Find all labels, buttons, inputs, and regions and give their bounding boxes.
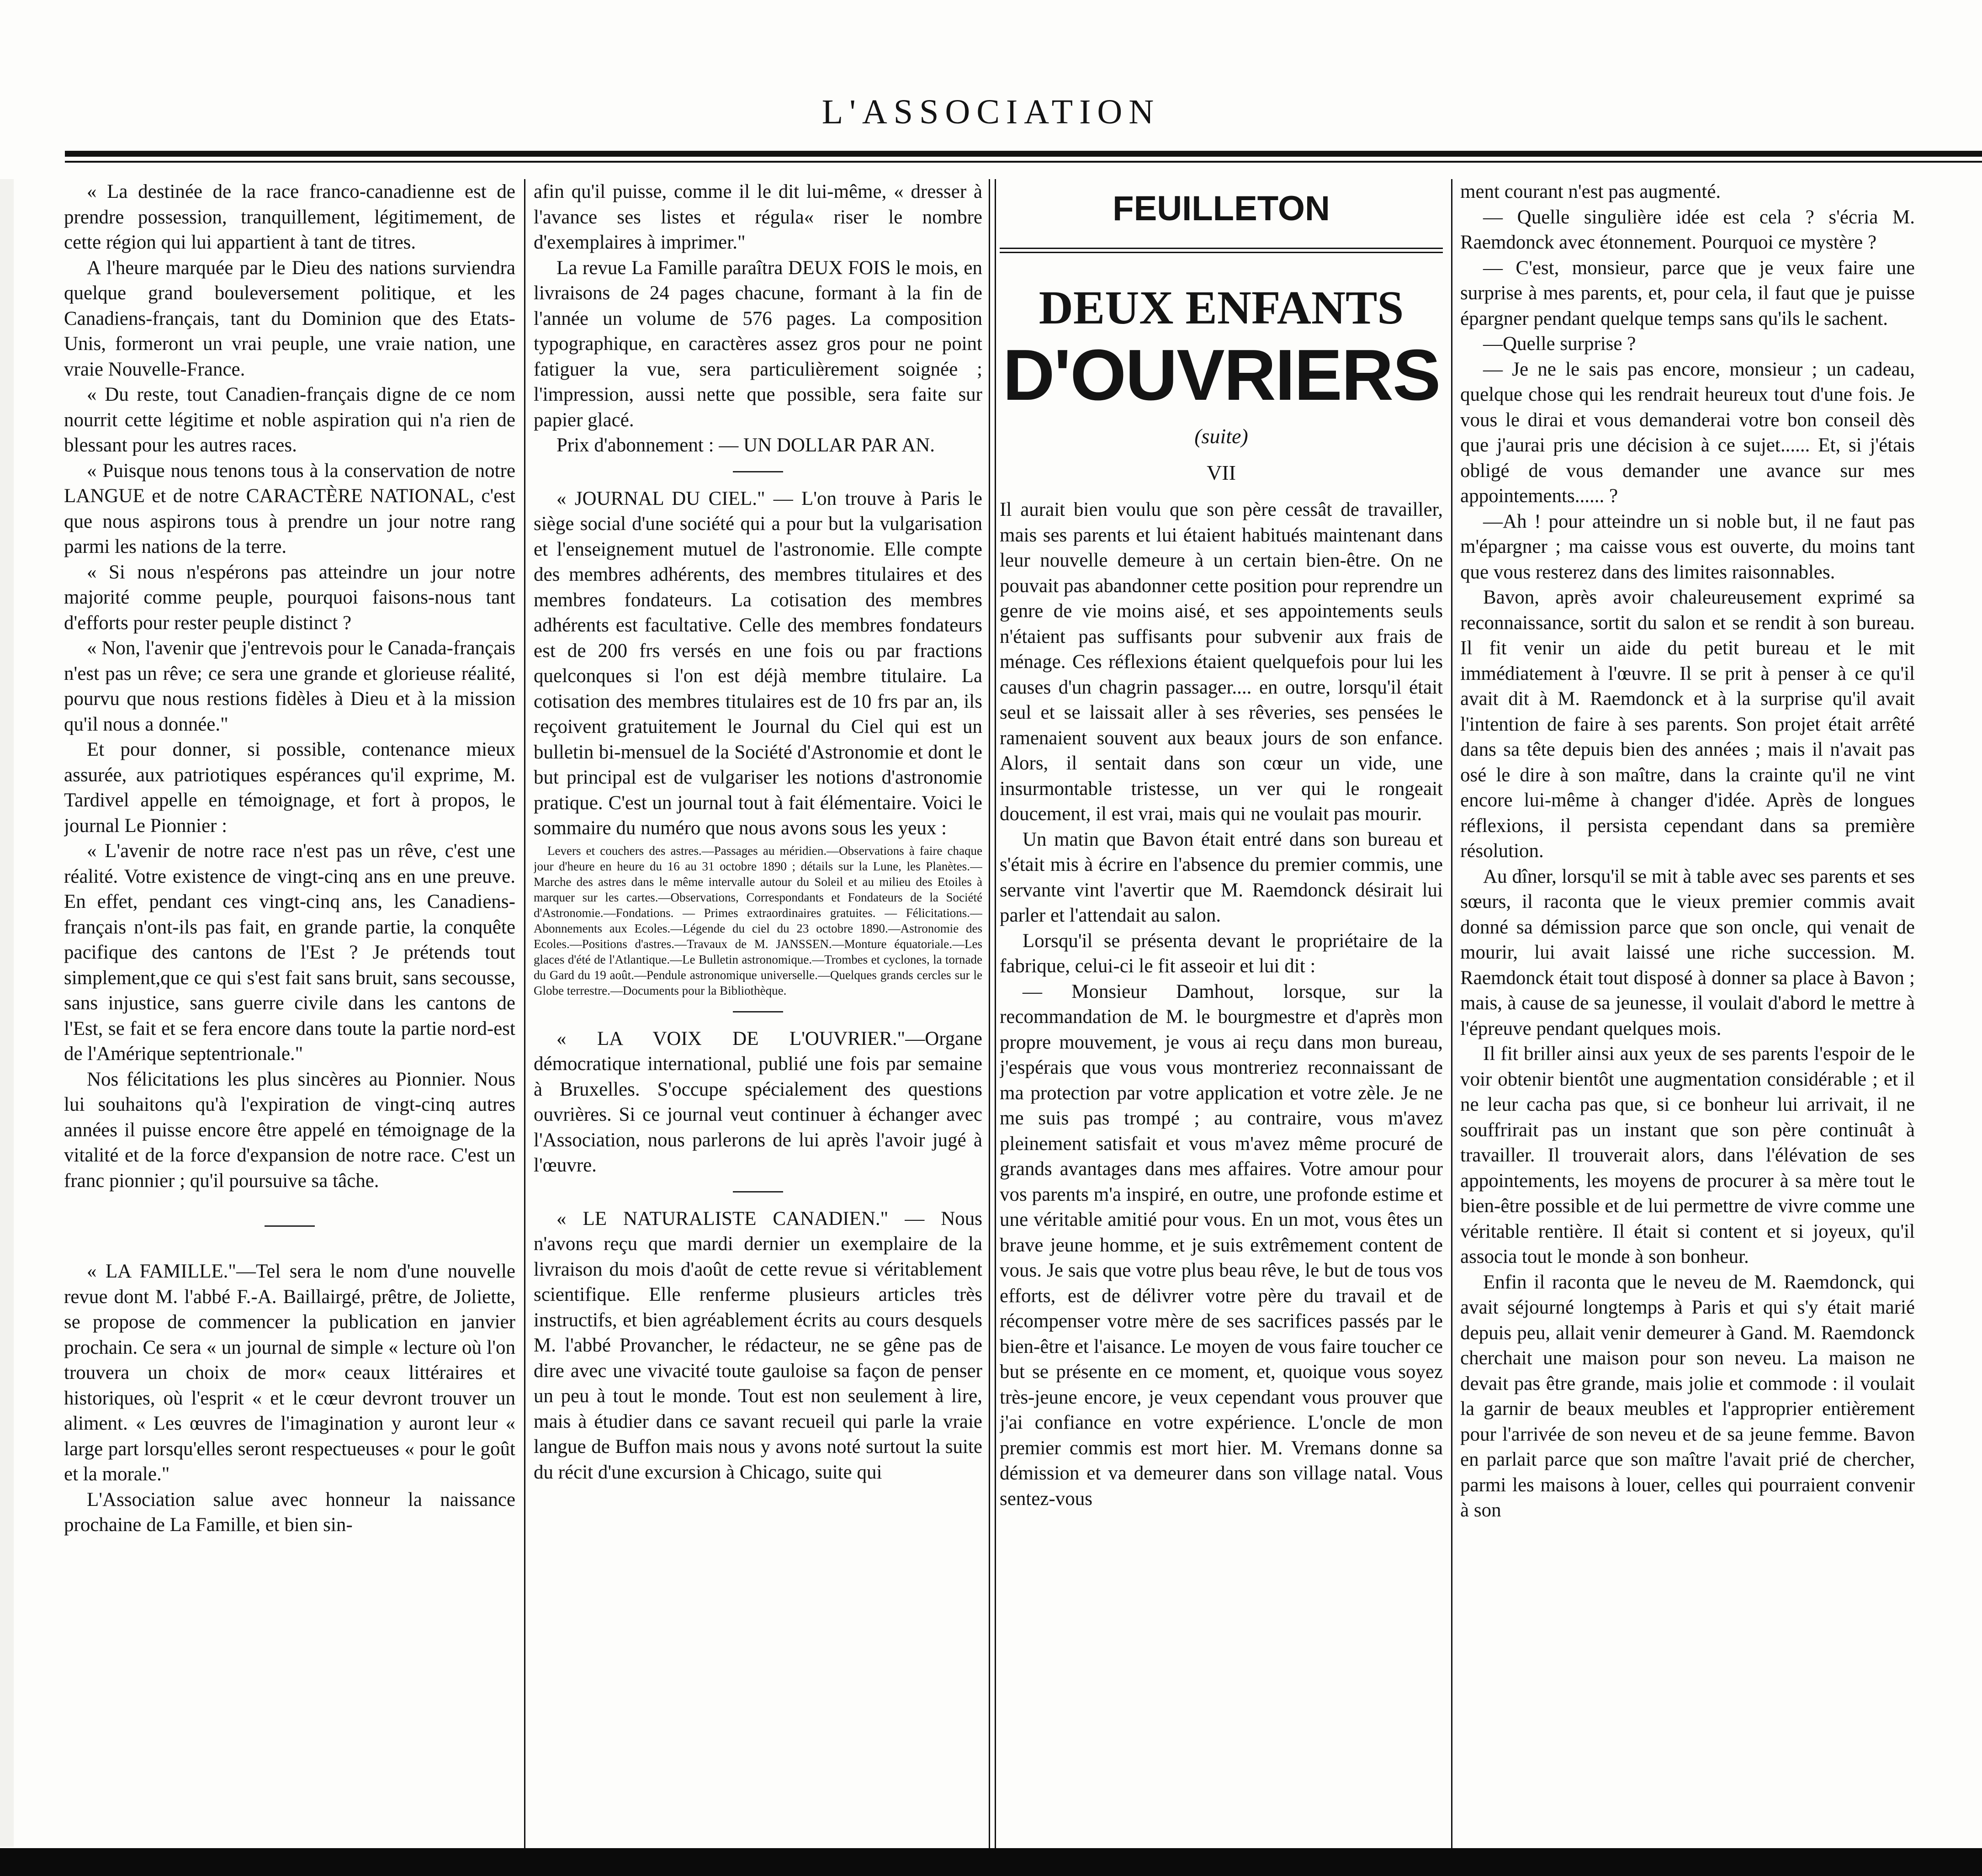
column-4: [1460, 179, 1915, 1851]
col1-paragraph: « Si nous n'espérons pas atteindre un jour notre majorité comme peuple, pourquoi faisons-nous tant d'efforts pour rester peuple distinct ?: [64, 561, 515, 634]
col4-paragraph: —Quelle surprise ?: [1483, 333, 1636, 355]
column-separator: [524, 179, 525, 1860]
col2-paragraph: Prix d'abonnement : — UN DOLLAR PAR AN.: [556, 435, 935, 456]
feuilleton-heading: FEUILLETON: [1113, 189, 1330, 228]
sommaire-block: [534, 843, 982, 998]
col1-famille-paragraph: L'Association salue avec honneur la naissance prochaine de La Famille, et bien sin-: [64, 1489, 515, 1536]
col3-paragraph: Lorsqu'il se présenta devant le propriétaire de la fabrique, celui-ci le fit asseoir et lui dit :: [1000, 930, 1443, 977]
col4-paragraph: Au dîner, lorsqu'il se mit à table avec ses parents et ses sœurs, il raconta que le vieux premier commis avait donné sa démission parce que son oncle, qui venait de mourir, lui avait laissé une riche succession. M. Raemdonck était tout disposé à donner sa place à Bavon ; mais, à cause de sa jeunesse, il voulait d'abord le mettre à l'épreuve pendant quelques mois.: [1460, 865, 1915, 1039]
section-divider: [265, 1225, 315, 1227]
naturaliste-notice: « LE NATURALISTE CANADIEN." — Nous n'avons reçu que mardi dernier un exemplaire de la livraison du mois d'août de cette revue si véritablement scientifique. Elle renferme plusieurs articles très instructifs, et bien agréablement écrits au cours desquels M. l'abbé Provancher, le rédacteur, ne se gêne pas de dire avec une vivacité toute gauloise sa façon de penser un peu à tout le monde. Tout est non seulement à lire, mais à étudier dans ce savant recueil qui parle la vraie langue de Buffon mais nous y avons noté surtout la suite du récit d'une excursion à Chicago, suite qui: [534, 1208, 982, 1483]
col1-paragraph: « Du reste, tout Canadien-français digne de ce nom nourrit cette légitime et noble aspiration qui n'a rien de blessant pour les autres races.: [64, 384, 515, 456]
column-2: [534, 179, 982, 1851]
journal-du-ciel-notice: « JOURNAL DU CIEL." — L'on trouve à Paris le siège social d'une société qui a pour but la vulgarisation et l'enseignement mutuel de l'astronomie. Elle compte des membres adhérents, des membres titulaires et des membres fondateurs. La cotisation des membres adhérents est facultative. Celle des membres fondateurs est de 200 frs versés en une fois ou par fractions quelconques si l'on est déjà membre titulaire. La cotisation des membres titulaires est de 10 frs par an, ils reçoivent gratuitement le Journal du Ciel qui est un bulletin bi-mensuel de la Société d'Astronomie et dont le but principal est de vulgariser les notions d'astronomie pratique. C'est un journal tout à fait élémentaire. Voici le sommaire du numéro que nous avons sous les yeux :: [534, 488, 982, 839]
col2-paragraph: La revue La Famille paraîtra DEUX FOIS le mois, en livraisons de 24 pages chacune, formant à la fin de l'année un volume de 576 pages. La composition typographique, en caractères assez gros pour ne point fatiguer la vue, sera particulièrement soignée ; l'impression, aussi nette que possible, sera faite sur papier glacé.: [534, 257, 982, 431]
voix-ouvrier-notice: « LA VOIX DE L'OUVRIER."—Organe démocratique international, publié une fois par semaine à Bruxelles. S'occupe spécialement des questions ouvrières. Si ce journal veut continuer à échanger avec l'Association, nous parlerons de lui après l'avoir jugé à l'œuvre.: [534, 1028, 982, 1176]
scan-bottom-edge: [0, 1848, 1982, 1876]
sommaire-text: Levers et couchers des astres.—Passages au méridien.—Observations à faire chaque jour d'heure en heure du 16 au 31 octobre 1890 ; détails sur la Lune, les Planètes.—Marche des astres dans le même intervalle autour du Soleil et au milieu des Etoiles à marquer sur les cartes.—Observations, Correspondants et Fondateurs de la Société d'Astronomie.—Fondations. — Primes extraordinaires gratuites. — Félicitations.—Abonnements aux Ecoles.—Légende du ciel du 23 octobre 1890.—Astronomie des Ecoles.—Positions d'astres.—Travaux de M. JANSSEN.—Monture équatoriale.—Les glaces d'été de l'Atlantique.—Le Bulletin astronomique.—Trombes et cyclones, la tornade du Gard du 19 août.—Pendule astronomique universelle.—Quelques grands cercles sur le Globe terrestre.—Documents pour la Bibliothèque.: [534, 843, 982, 997]
section-divider: [733, 1191, 783, 1192]
col4-paragraph: —Ah ! pour atteindre un si noble but, il ne faut pas m'épargner ; ma caisse vous est ouverte, du moins tant que vous resterez dans des limites raisonnables.: [1460, 510, 1915, 583]
col1-paragraph: « Non, l'avenir que j'entrevois pour le Canada-français n'est pas un rêve; ce sera une grande et glorieuse réalité, pourvu que nous restions fidèles à Dieu et à la mission qu'il nous a donnée.": [64, 637, 515, 735]
col4-paragraph: — C'est, monsieur, parce que je veux faire une surprise à mes parents, et, pour cela, il faut que je puisse épargner pendant quelque temps sans qu'ils le sachent.: [1460, 257, 1915, 329]
col4-paragraph: — Je ne le sais pas encore, monsieur ; un cadeau, quelque chose qui les rendrait heureux tout d'une fois. Je vous le dirai et vous demanderai votre bon conseil dès que j'aurai pris une décision à ce sujet...... Et, si j'étais obligé de vous demander une avance sur mes appointements...... ?: [1460, 358, 1915, 507]
col3-paragraph: Un matin que Bavon était entré dans son bureau et s'était mis à écrire en l'absence du premier commis, une servante vint l'avertir que M. Raemdonck désirait lui parler et l'attendait au salon.: [1000, 828, 1443, 926]
left-edge-shadow: [0, 179, 14, 1847]
section-divider: [733, 1011, 783, 1012]
column-1: [64, 179, 515, 1851]
col1-paragraph: Nos félicitations les plus sincères au Pionnier. Nous lui souhaitons qu'à l'expiration de vingt-cinq autres années il puisse encore être appelé en témoignage de la vitalité et de la force d'expansion de notre race. C'est un franc pionnier ; qu'il poursuive sa tâche.: [64, 1068, 515, 1192]
masthead-rule-top: [65, 151, 1982, 157]
col1-paragraph: « La destinée de la race franco-canadienne est de prendre possession, tranquillement, légitimement, de cette région qui lui appartient à tant de titres.: [64, 181, 515, 253]
col1-paragraph: « L'avenir de notre race n'est pas un rêve, c'est une réalité. Votre existence de vingt-cinq ans en une preuve. En effet, pendant ces vingt-cinq ans, les Canadiens-français n'ont-ils pas fait, en grande partie, la conquête pacifique des cantons de l'Est ? Je prétends tout simplement,que ce qui s'est fait sans bruit, sans secousse, sans injustice, sans guerre civile dans les cantons de l'Est, se fait et se fera encore dans toute la partie nord-est de l'Amérique septentrionale.": [64, 840, 515, 1065]
column-separator: [1451, 179, 1452, 1860]
col1-paragraph: Et pour donner, si possible, contenance mieux assurée, aux patriotiques espérances qu'il exprime, M. Tardivel appelle en témoignage, et fort à propos, le journal Le Pionnier :: [64, 739, 515, 837]
col1-paragraph: A l'heure marquée par le Dieu des nations surviendra quelque grand bouleversement politique, et les Canadiens-français, tant du Dominion que des Etats-Unis, formeront un vrai peuple, une vraie nation, une vraie Nouvelle-France.: [64, 257, 515, 380]
col3-paragraph: Il aurait bien voulu que son père cessât de travailler, mais ses parents et lui étaient habitués maintenant dans leur nouvelle demeure à un certain bien-être. On ne pouvait pas abandonner cette position pour reprendre un genre de vie moins aisé, et ses appointements seuls n'étaient pas suffisants pour subvenir aux frais de ménage. Ces réflexions étaient quelquefois pour lui les causes d'un chagrin passager.... en outre, lorsqu'il était seul et se laissait aller à ses rêveries, ses pensées le ramenaient souvent aux beaux jours de son enfance. Alors, il sentait dans son cœur un vide, une insurmontable tristesse, un ver qui le rongeait doucement, il est vrai, mais qui ne voulait pas mourir.: [1000, 499, 1443, 825]
col4-paragraph: Enfin il raconta que le neveu de M. Raemdonck, qui avait séjourné longtemps à Paris et qui s'y était marié depuis peu, allait venir demeurer à Gand. M. Raemdonck cherchait une maison pour son neveu. La maison ne devait pas être grande, mais jolie et commode : il voulait la garnir de beaux meubles et l'approprier entièrement pour l'arrivée de son neveu et de sa jeune femme. Bavon en parlait parce que son maître l'avait prié de chercher, parmi les maisons à louer, celles qui pourraient convenir à son: [1460, 1271, 1915, 1521]
col1-famille-paragraph: « LA FAMILLE."—Tel sera le nom d'une nouvelle revue dont M. l'abbé F.-A. Baillairgé, prêtre, de Joliette, se propose de commencer la publication en janvier prochain. Ce sera « un journal de simple « lecture où l'on trouvera un choix de mor« ceaux littéraires et historiques, où l'esprit « et le cœur devront trouver un aliment. « Les œuvres de l'imagination y auront leur « large part lorsqu'elles seront respectueuses « pour le goût et la morale.": [64, 1261, 515, 1485]
feuilleton-rule: [1000, 248, 1443, 253]
chapter-number: VII: [1207, 461, 1236, 484]
col1-paragraph: « Puisque nous tenons tous à la conservation de notre LANGUE et de notre CARACTÈRE NATIONAL, c'est que nous aspirons tous à prendre un jour notre rang parmi les nations de la terre.: [64, 460, 515, 557]
col4-paragraph: — Quelle singulière idée est cela ? s'écria M. Raemdonck avec étonnement. Pourquoi ce mystère ?: [1460, 206, 1915, 253]
col4-paragraph: Bavon, après avoir chaleureusement exprimé sa reconnaissance, sortit du salon et se rendit à son bureau. Il fit venir un aide du petit bureau et le mit immédiatement à l'œuvre. Il se prit à penser à ce qu'il avait dit à M. Raemdonck et à la surprise qu'il avait l'intention de faire à ses parents. Son projet était arrêté dans sa tête depuis bien des années ; mais il n'avait pas osé le dire à son maître, dans la crainte qu'il ne vint encore lui-même à changer d'idée. Après de longues réflexions, il persista cependant dans sa première résolution.: [1460, 587, 1915, 862]
serial-title-line2: D'OUVRIERS: [1002, 335, 1440, 415]
col2-paragraph: afin qu'il puisse, comme il le dit lui-même, « dresser à l'avance ses listes et régula« riser le nombre d'exemplaires à imprimer.": [534, 181, 982, 253]
col4-paragraph: Il fit briller ainsi aux yeux de ses parents l'espoir de le voir obtenir bientôt une augmentation considérable ; et il ne leur cacha pas que, si ce bonheur lui arrivait, il ne souffrirait pas un instant que son père continuât à travailler. Il trouverait alors, dans l'élévation de ses appointements, les moyens de procurer à sa mère tout le bien-être possible et de lui permettre de vivre comme une véritable rentière. Il était si content et si joyeux, qu'il associa tout le monde à son bonheur.: [1460, 1043, 1915, 1267]
masthead: L'ASSOCIATION: [821, 93, 1161, 131]
col4-paragraph: ment courant n'est pas augmenté.: [1460, 181, 1721, 202]
column-3: [1000, 179, 1443, 1851]
serial-suite: (suite): [1194, 424, 1248, 448]
serial-title-line1: DEUX ENFANTS: [1039, 281, 1404, 334]
section-divider: [733, 471, 783, 472]
masthead-rule-bottom: [65, 161, 1982, 163]
col3-paragraph: — Monsieur Damhout, lorsque, sur la recommandation de M. le bourgmestre et d'après mon propre mouvement, je vous ai reçu dans mon bureau, j'espérais que vous vous montreriez reconnaissant de ma protection par votre application et votre zèle. Je ne me suis pas trompé ; au contraire, vous m'avez pleinement satisfait et vous m'avez même procuré de grands avantages dans mes affaires. Votre amour pour vos parents m'a inspiré, en outre, une profonde estime et une véritable amitié pour vous. En un mot, vous êtes un brave jeune homme, et je suis extrêmement content de vous. Je sais que votre plus beau rêve, le but de tous vos efforts, est de délivrer votre père du travail et de récompenser votre mère de ses sacrifices passés par le bien-être et l'aisance. Le moyen de vous faire toucher ce but se présente en ce moment, et, quoique vous soyez très-jeune encore, je veux cependant vous prouver que j'ai confiance en votre expérience. L'oncle de mon premier commis est mort hier. M. Vremans donne sa démission et va demeurer dans son village natal. Vous sentez-vous: [1000, 980, 1443, 1510]
column-separator: [989, 179, 996, 1860]
